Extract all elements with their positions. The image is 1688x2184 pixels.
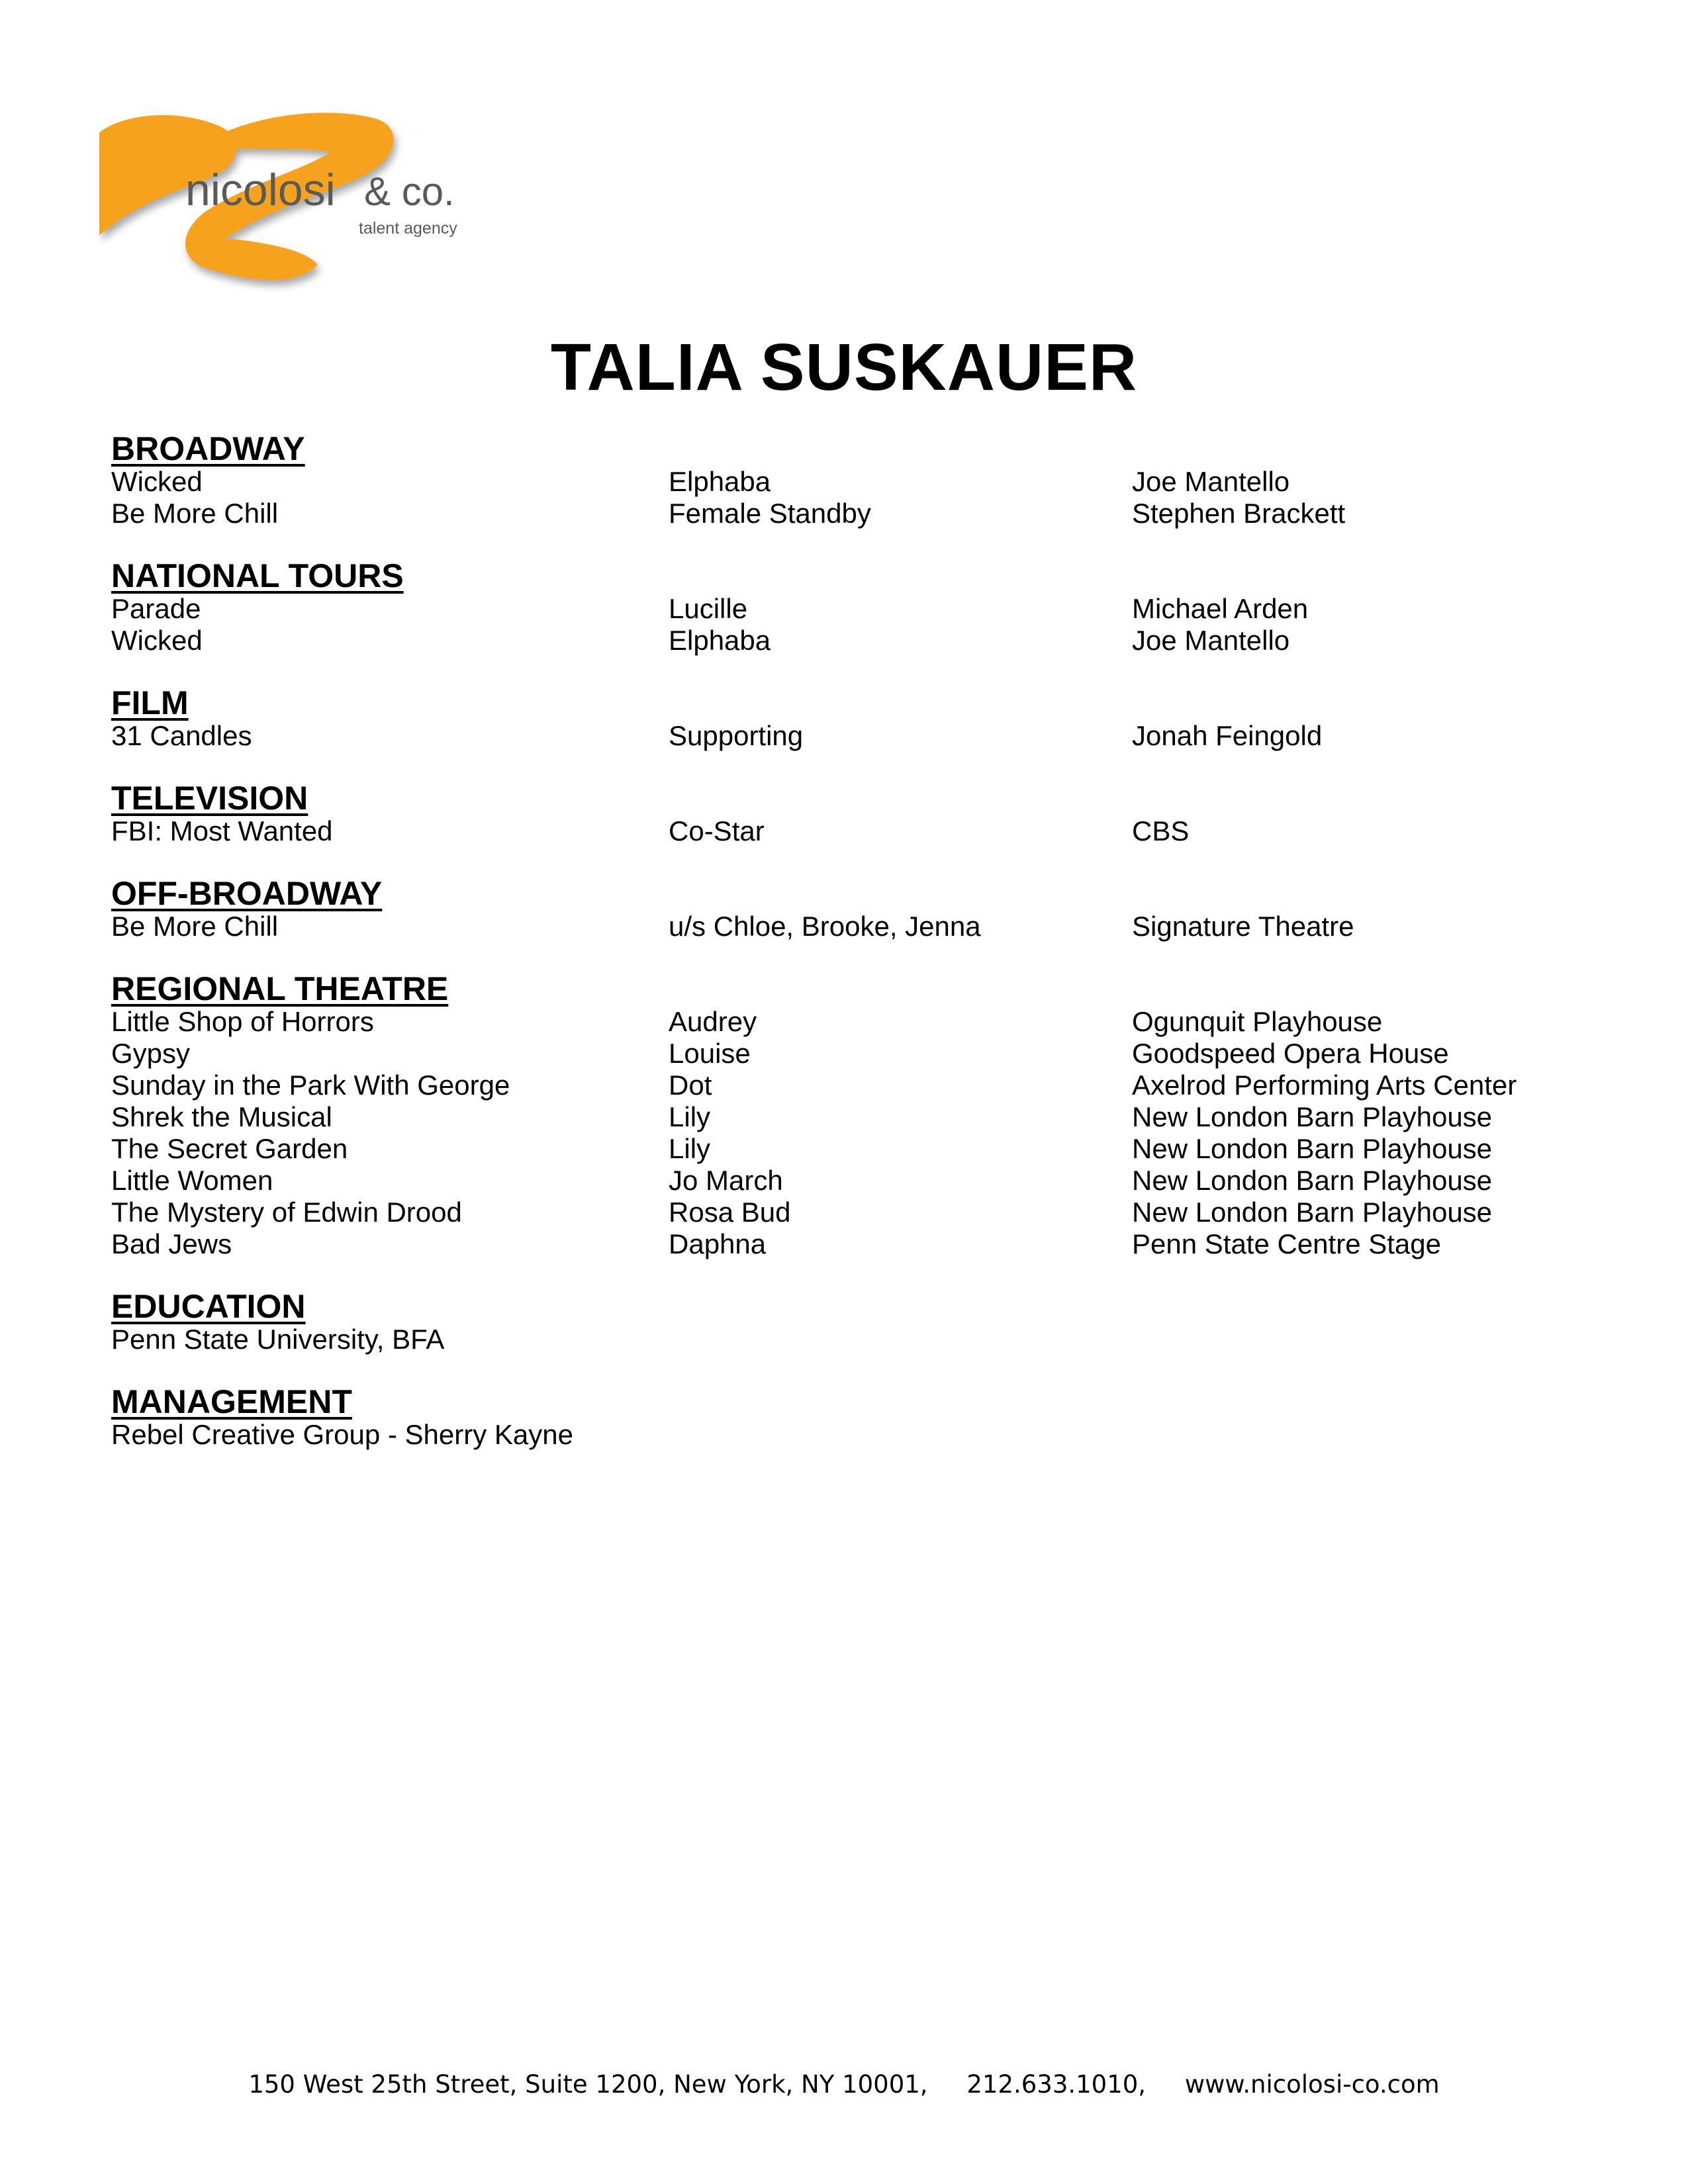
credit-venue: Michael Arden <box>1132 593 1309 624</box>
credit-title: Shrek the Musical <box>111 1101 332 1132</box>
credit-venue: Signature Theatre <box>1132 911 1354 942</box>
credit-title: Rebel Creative Group - Sherry Kayne <box>111 1419 573 1450</box>
credit-role: Elphaba <box>669 625 771 656</box>
nicolosi-logo-icon <box>99 106 496 304</box>
footer-phone: 212.633.1010, <box>966 2070 1147 2099</box>
credit-role: Dot <box>669 1069 712 1101</box>
logo-amp-co: & co. <box>364 169 455 214</box>
credit-role: Lily <box>669 1101 711 1132</box>
credit-title: The Mystery of Edwin Drood <box>111 1197 462 1228</box>
credit-row <box>111 911 1601 942</box>
credit-venue: Joe Mantello <box>1132 466 1290 497</box>
credit-row <box>111 466 1601 498</box>
credit-row <box>111 1419 1601 1451</box>
section-heading: MANAGEMENT <box>111 1383 352 1420</box>
credit-venue: Ogunquit Playhouse <box>1132 1006 1383 1037</box>
resume-section <box>111 432 1601 529</box>
section-heading: TELEVISION <box>111 780 308 817</box>
footer-address: 150 West 25th Street, Suite 1200, New York, NY 10001, <box>248 2070 928 2099</box>
credit-title: Be More Chill <box>111 498 279 529</box>
footer-website: www.nicolosi-co.com <box>1184 2070 1440 2099</box>
resume-section <box>111 972 1601 1260</box>
credit-row <box>111 625 1601 657</box>
resume-section <box>111 781 1601 847</box>
credit-row <box>111 1038 1601 1069</box>
credit-title: Bad Jews <box>111 1228 232 1259</box>
credit-venue: New London Barn Playhouse <box>1132 1197 1493 1228</box>
credit-title: Be More Chill <box>111 911 279 942</box>
credit-title: Sunday in the Park With George <box>111 1069 510 1101</box>
resume-section <box>111 876 1601 942</box>
credit-role: Rosa Bud <box>669 1197 791 1228</box>
credit-title: Wicked <box>111 625 203 656</box>
credit-row <box>111 815 1601 847</box>
section-heading: EDUCATION <box>111 1288 306 1325</box>
credit-title: Gypsy <box>111 1038 191 1069</box>
section-heading: REGIONAL THEATRE <box>111 970 449 1007</box>
credit-title: Little Women <box>111 1165 273 1196</box>
section-heading: NATIONAL TOURS <box>111 557 404 594</box>
credit-role: Lily <box>669 1133 711 1164</box>
credit-row <box>111 1101 1601 1133</box>
credit-venue <box>1132 1324 1601 1355</box>
credit-row <box>111 1228 1601 1260</box>
resume-section <box>111 1289 1601 1355</box>
credit-title: The Secret Garden <box>111 1133 348 1164</box>
credit-title: FBI: Most Wanted <box>111 815 333 846</box>
credit-venue: New London Barn Playhouse <box>1132 1165 1493 1196</box>
credit-row <box>111 1197 1601 1228</box>
logo-wordmark: nicolosi <box>185 165 336 215</box>
credit-role: Daphna <box>669 1228 767 1259</box>
credit-title: Penn State University, BFA <box>111 1324 445 1355</box>
credit-role: Louise <box>669 1038 751 1069</box>
resume-credits <box>111 432 1601 1480</box>
credit-venue <box>1132 1419 1601 1451</box>
credit-role: Co-Star <box>669 815 765 846</box>
credit-venue: Axelrod Performing Arts Center <box>1132 1069 1517 1101</box>
credit-role: Female Standby <box>669 498 871 529</box>
credit-venue: Joe Mantello <box>1132 625 1290 656</box>
section-heading: BROADWAY <box>111 430 305 467</box>
credit-role: Elphaba <box>669 466 771 497</box>
section-heading: FILM <box>111 684 189 721</box>
credit-role: Jo March <box>669 1165 783 1196</box>
credit-venue: Stephen Brackett <box>1132 498 1346 529</box>
credit-venue: Penn State Centre Stage <box>1132 1228 1441 1259</box>
credit-venue: New London Barn Playhouse <box>1132 1133 1493 1164</box>
credit-row <box>111 1133 1601 1165</box>
credit-title: 31 Candles <box>111 720 252 751</box>
credit-row <box>111 498 1601 529</box>
section-heading: OFF-BROADWAY <box>111 875 383 912</box>
credit-row <box>111 1324 1601 1355</box>
credit-row <box>111 720 1601 752</box>
credit-title: Wicked <box>111 466 203 497</box>
credit-role: u/s Chloe, Brooke, Jenna <box>669 911 981 942</box>
credit-row <box>111 1165 1601 1197</box>
agency-footer <box>0 2070 1688 2099</box>
credit-role: Supporting <box>669 720 804 751</box>
credit-venue: CBS <box>1132 815 1190 846</box>
credit-title: Parade <box>111 593 201 624</box>
agency-logo <box>99 106 496 304</box>
resume-section <box>111 1385 1601 1451</box>
resume-section <box>111 686 1601 752</box>
credit-row <box>111 593 1601 625</box>
resume-section <box>111 559 1601 657</box>
credit-title: Little Shop of Horrors <box>111 1006 374 1037</box>
credit-row <box>111 1069 1601 1101</box>
credit-role <box>669 1419 1132 1451</box>
credit-role <box>669 1324 1132 1355</box>
credit-venue: Jonah Feingold <box>1132 720 1323 751</box>
actor-name: TALIA SUSKAUER <box>550 330 1138 404</box>
logo-tagline: talent agency <box>359 219 457 238</box>
credit-venue: Goodspeed Opera House <box>1132 1038 1449 1069</box>
credit-venue: New London Barn Playhouse <box>1132 1101 1493 1132</box>
credit-row <box>111 1006 1601 1038</box>
credit-role: Lucille <box>669 593 748 624</box>
credit-role: Audrey <box>669 1006 757 1037</box>
